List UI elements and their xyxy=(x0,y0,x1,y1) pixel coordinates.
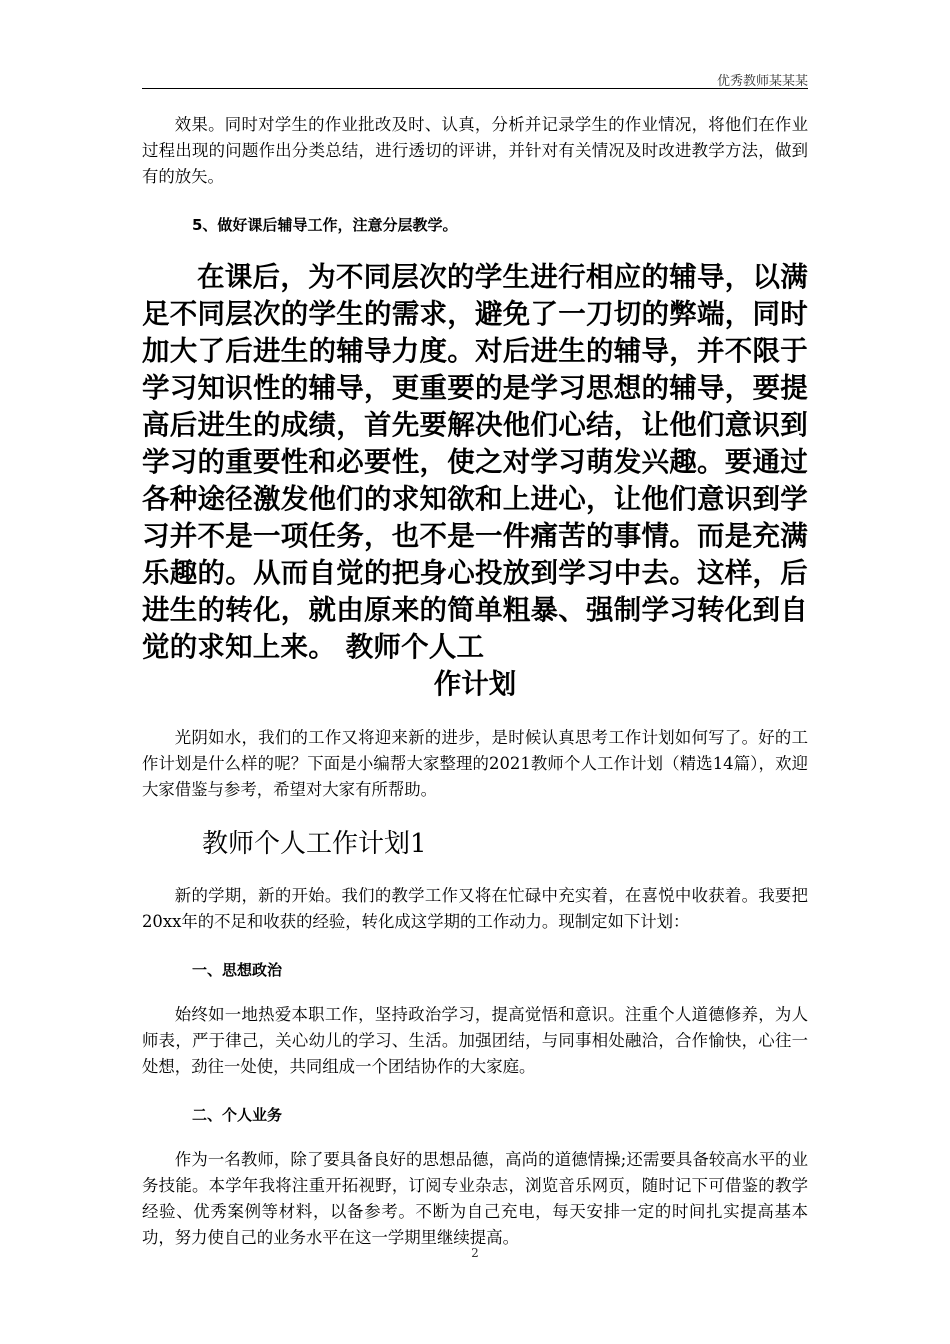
page-number: 2 xyxy=(471,1246,479,1260)
large-paragraph-tail: 作计划 xyxy=(433,668,517,700)
paragraph-intro: 效果。同时对学生的作业批改及时、认真，分析并记录学生的作业情况，将他们在作业过程出现的问题作出分类总结，进行透切的评讲，并针对有关情况及时改进教学方法，做到有的放矢。 xyxy=(142,115,808,186)
large-paragraph: 在课后，为不同层次的学生进行相应的辅导，以满足不同层次的学生的需求，避免了一刀切的弊端，同时加大了后进生的辅导力度。对后进生的辅导，并不限于学习知识性的辅导，更重要的是学习思想的辅导，要提高后进生的成绩，首先要解决他们心结，让他们意识到学习的重要性和必要性，使之对学习萌发兴趣。要通过各种途径激发他们的求知欲和上进心，让他们意识到学习并不是一项任务，也不是一件痛苦的事情。而是充满乐趣的。从而自觉的把身心投放到学习中去。这样，后进生的转化，就由原来的简单粗暴、强制学习转化到自觉的求知上来。 教师个人工 xyxy=(142,261,808,663)
paragraph-plan-intro: 新的学期，新的开始。我们的教学工作又将在忙碌中充实着，在喜悦中收获着。我要把20xx年的不足和收获的经验，转化成这学期的工作动力。现制定如下计划： xyxy=(142,886,808,931)
subheading-tutoring: 5、做好课后辅导工作，注意分层教学。 xyxy=(192,216,458,234)
subheading-business: 二、个人业务 xyxy=(192,1106,283,1124)
section-heading: 教师个人工作计划1 xyxy=(202,829,427,859)
document-body xyxy=(142,112,808,1251)
paragraph-business: 作为一名教师，除了要具备良好的思想品德，高尚的道德情操;还需要具备较高水平的业务技能。本学年我将注重开拓视野，订阅专业杂志，浏览音乐网页，随时记下可借鉴的教学经验、优秀案例等材料，以备参考。不断为自己充电，每天安排一定的时间扎实提高基本功，努力使自己的业务水平在这一学期里继续提高。 xyxy=(142,1150,808,1247)
paragraph-politics: 始终如一地热爱本职工作，坚持政治学习，提高觉悟和意识。注重个人道德修养，为人师表，严于律己，关心幼儿的学习、生活。加强团结，与同事相处融洽，合作愉快，心往一处想，劲往一处使，共同组成一个团结协作的大家庭。 xyxy=(142,1005,808,1076)
header-divider xyxy=(142,88,808,89)
paragraph-preface: 光阴如水，我们的工作又将迎来新的进步，是时候认真思考工作计划如何写了。好的工作计划是什么样的呢？下面是小编帮大家整理的2021教师个人工作计划（精选14篇），欢迎大家借鉴与参考，希望对大家有所帮助。 xyxy=(142,728,808,799)
header-author: 优秀教师某某某 xyxy=(716,74,808,89)
subheading-politics: 一、思想政治 xyxy=(192,961,283,979)
